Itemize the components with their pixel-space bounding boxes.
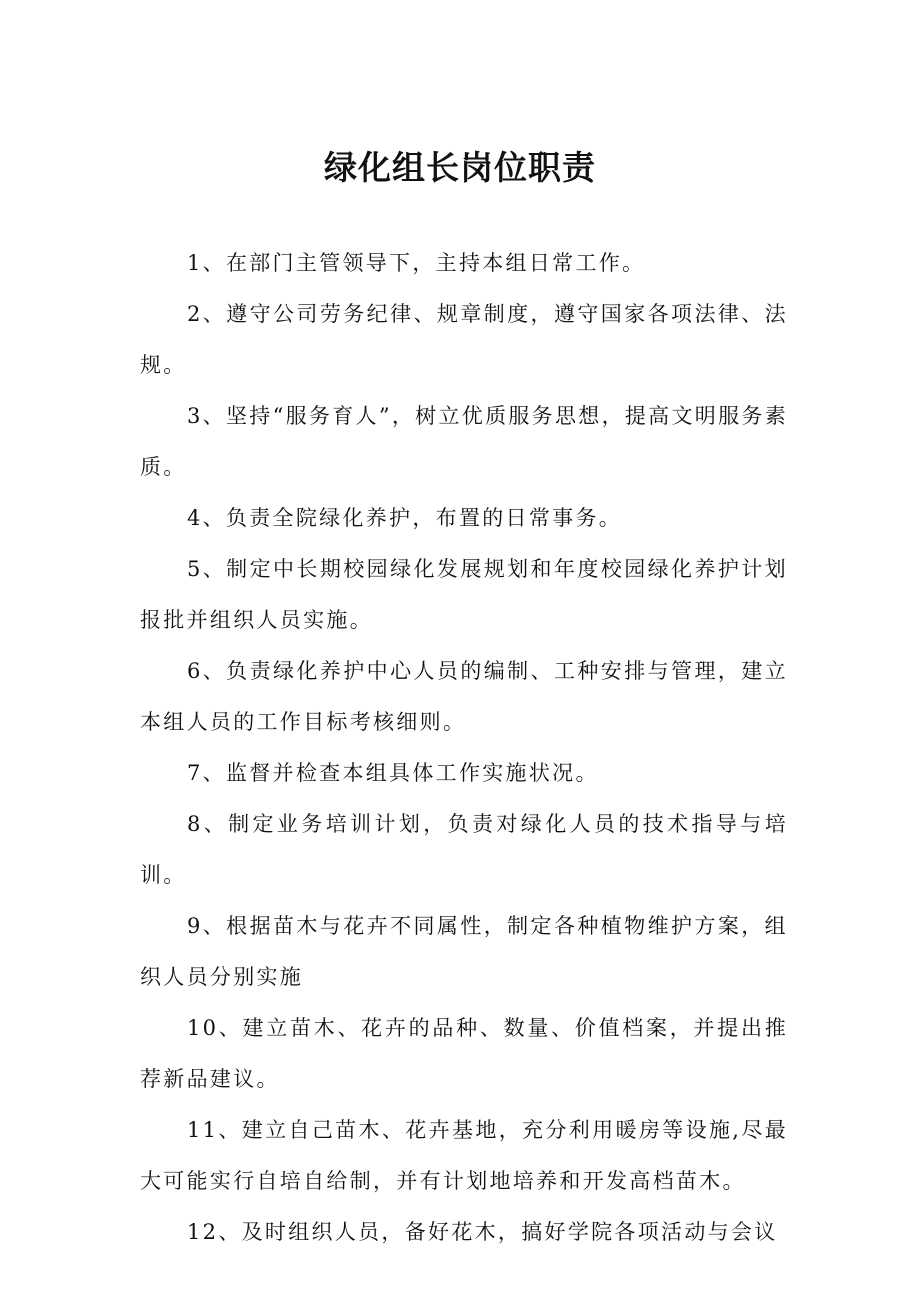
duty-item-1: 1、在部门主管领导下，主持本组日常工作。: [187, 251, 646, 275]
duty-item-4: 4、负责全院绿化养护，布置的日常事务。: [187, 506, 623, 530]
duty-item-9: 9、根据苗木与花卉不同属性，制定各种植物维护方案，组织人员分别实施: [140, 914, 788, 989]
document-title: 绿化组长岗位职责: [324, 148, 596, 187]
duty-item-11: 11、建立自己苗木、花卉基地，充分利用暖房等设施,尽最大可能实行自培自给制，并有计划地培养和开发高档苗木。: [140, 1118, 788, 1193]
duty-item-2: 2、遵守公司劳务纪律、规章制度，遵守国家各项法律、法规。: [140, 302, 788, 377]
duty-item-12: 12、及时组织人员，备好花木，搞好学院各项活动与会议: [187, 1220, 778, 1244]
duty-item-5: 5、制定中长期校园绿化发展规划和年度校园绿化养护计划报批并组织人员实施。: [140, 557, 788, 632]
duty-item-7: 7、监督并检查本组具体工作实施状况。: [187, 761, 599, 785]
duty-item-8: 8、制定业务培训计划，负责对绿化人员的技术指导与培训。: [140, 812, 788, 887]
document-body: [140, 238, 788, 1258]
duty-item-10: 10、建立苗木、花卉的品种、数量、价值档案，并提出推荐新品建议。: [140, 1016, 788, 1091]
duty-item-6: 6、负责绿化养护中心人员的编制、工种安排与管理，建立本组人员的工作目标考核细则。: [140, 659, 788, 734]
duty-item-3: 3、坚持“服务育人”，树立优质服务思想，提高文明服务素质。: [140, 404, 788, 479]
